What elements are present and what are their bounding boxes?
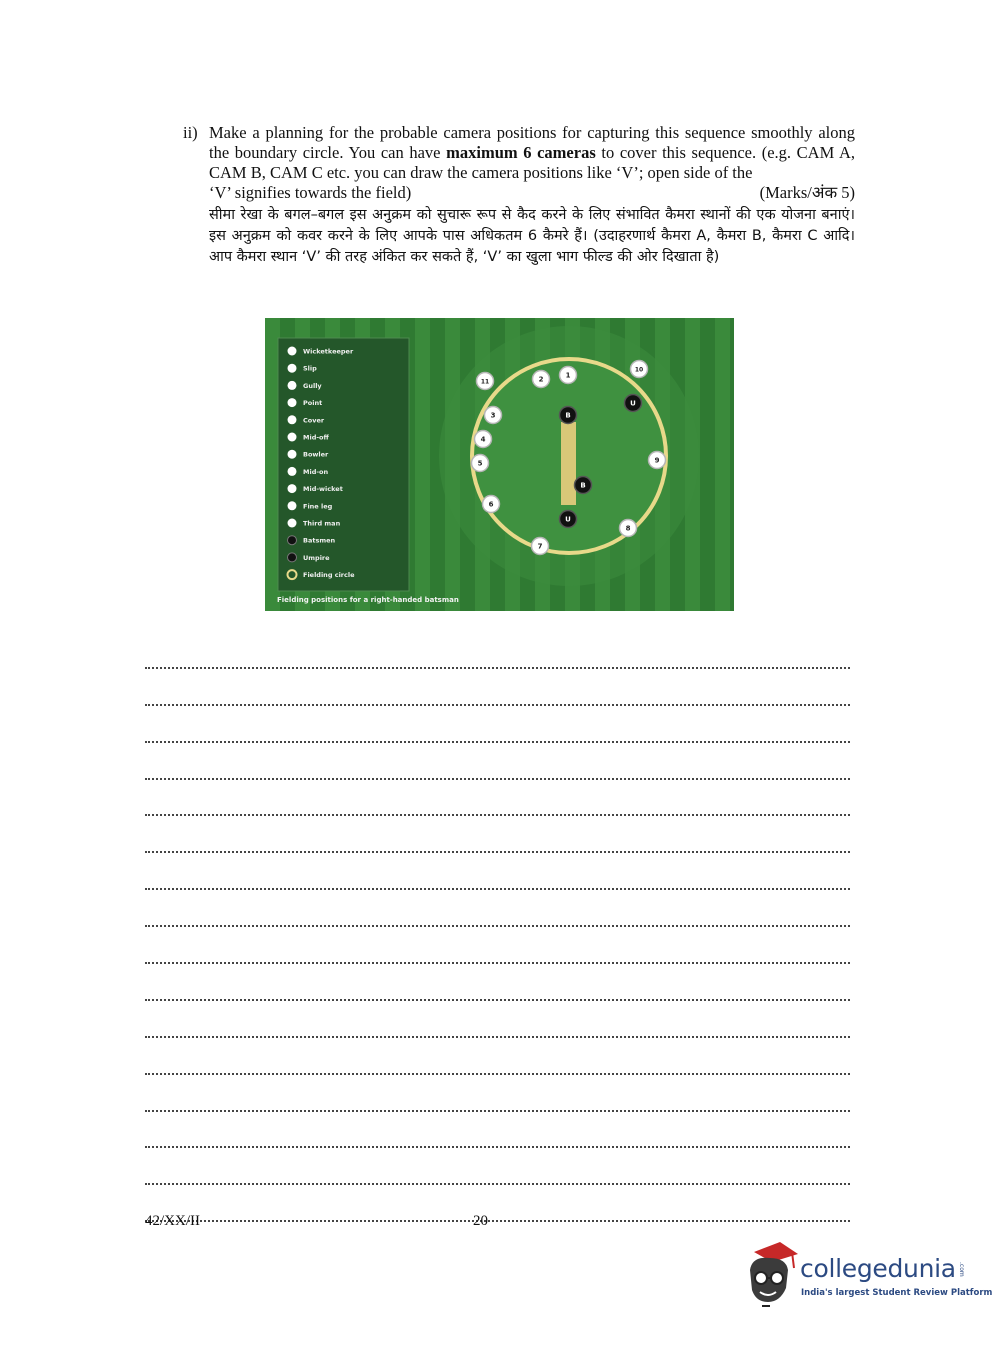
answer-line[interactable] xyxy=(145,816,850,853)
legend-marker xyxy=(288,347,297,356)
question-text-part1: Make a planning for the probable camera positions for capturing this sequence smoothly along the boundary circle. You can have xyxy=(209,123,855,162)
legend-label: Batsmen xyxy=(303,536,336,545)
legend-label: Slip xyxy=(303,364,317,373)
marker-label: 10 xyxy=(634,366,644,374)
legend-label: Third man xyxy=(303,519,341,528)
umpire-marker xyxy=(560,511,577,528)
fielder-marker xyxy=(483,496,500,513)
answer-line[interactable] xyxy=(145,1075,850,1112)
answer-line[interactable] xyxy=(145,669,850,706)
legend-item xyxy=(288,381,323,390)
marker-label: 1 xyxy=(565,371,571,380)
page-number: 20 xyxy=(473,1213,488,1229)
legend-item xyxy=(288,536,336,545)
fielder-marker xyxy=(560,367,577,384)
legend-item xyxy=(288,433,330,442)
marker-label: 5 xyxy=(477,459,483,468)
answer-line[interactable] xyxy=(145,706,850,743)
paper-code: 42/XX/II xyxy=(145,1213,200,1229)
legend-label: Mid-wicket xyxy=(303,485,343,494)
brand-tagline: India's largest Student Review Platform xyxy=(801,1288,993,1298)
legend-item xyxy=(288,501,333,510)
answer-line[interactable] xyxy=(145,743,850,780)
legend-label: Wicketkeeper xyxy=(303,347,354,356)
brand-name: collegedunia xyxy=(800,1254,956,1283)
pitch xyxy=(561,422,576,505)
legend-marker xyxy=(288,553,297,562)
legend-marker xyxy=(288,381,297,390)
legend-label: Umpire xyxy=(303,553,330,562)
fielder-marker xyxy=(631,361,648,378)
legend-marker xyxy=(288,450,297,459)
legend-item xyxy=(288,415,325,424)
marker-label: 3 xyxy=(490,411,496,420)
legend-item xyxy=(288,364,318,373)
brand-logo xyxy=(740,1240,993,1310)
answer-line[interactable] xyxy=(145,632,850,669)
legend-marker xyxy=(288,519,297,528)
legend-marker xyxy=(288,415,297,424)
marks-label: (Marks/अंक 5) xyxy=(759,183,855,202)
mascot-icon xyxy=(740,1240,800,1310)
legend-marker xyxy=(288,364,297,373)
legend-marker xyxy=(288,433,297,442)
marker-label: 8 xyxy=(625,524,631,533)
marker-label: 2 xyxy=(538,375,544,384)
fielder-marker xyxy=(475,431,492,448)
legend-marker xyxy=(288,501,297,510)
marker-label: B xyxy=(565,411,571,420)
answer-line[interactable] xyxy=(145,1038,850,1075)
answer-lines xyxy=(145,632,850,1222)
answer-line[interactable] xyxy=(145,1148,850,1185)
marker-label: U xyxy=(565,515,571,524)
legend-label: Point xyxy=(303,399,323,408)
question-text-part2: to cover this sequence. (e.g. CAM A, CAM B, CAM C etc. you can draw the camera positions like ‘V’; open side of the xyxy=(209,143,855,182)
legend-label: Bowler xyxy=(303,450,329,459)
legend-marker xyxy=(288,484,297,493)
answer-line[interactable] xyxy=(145,1112,850,1149)
legend-label: Fine leg xyxy=(303,502,333,511)
marker-label: 7 xyxy=(537,542,543,551)
legend-item xyxy=(288,450,330,459)
question-text-hindi: सीमा रेखा के बगल–बगल इस अनुक्रम को सुचारू रूप से कैद करने के लिए संभावित कैमरा स्थानों की एक योजना बनाएं। इस अनुक्रम को कवर करने के लिए आपके पास अधिकतम 6 कैमरे हैं। (उदाहरणार्थ कैमरा A, कैमरा B, कैमरा C आदि। आप कैमरा स्थान ‘V’ की तरह अंकित कर सकते हैं, ‘V’ का खुला भाग फील्ड की ओर दिखाता है) xyxy=(209,207,855,265)
legend-item xyxy=(288,553,331,562)
batsman-marker xyxy=(560,407,577,424)
brand-domain: .com xyxy=(958,1262,965,1277)
fielder-marker xyxy=(649,452,666,469)
answer-line[interactable] xyxy=(145,853,850,890)
marker-label: U xyxy=(630,399,636,408)
question-body xyxy=(209,123,855,268)
answer-line[interactable] xyxy=(145,1001,850,1038)
marker-label: 9 xyxy=(654,456,660,465)
marker-label: 11 xyxy=(480,378,490,386)
legend-label: Gully xyxy=(303,381,322,390)
fielder-marker xyxy=(477,373,494,390)
question-text-bold: maximum 6 cameras xyxy=(446,143,596,162)
fielder-marker xyxy=(532,538,549,555)
fielding-diagram xyxy=(265,318,734,611)
answer-line[interactable] xyxy=(145,780,850,817)
question-number: ii) xyxy=(183,123,198,142)
legend-item xyxy=(288,398,323,407)
answer-line[interactable] xyxy=(145,927,850,964)
answer-line[interactable] xyxy=(145,964,850,1001)
legend-marker xyxy=(288,467,297,476)
answer-line[interactable] xyxy=(145,890,850,927)
question-text-last: ‘V’ signifies towards the field) xyxy=(209,183,412,202)
legend-marker xyxy=(288,536,297,545)
legend-panel xyxy=(278,338,409,591)
marker-label: 6 xyxy=(488,500,494,509)
question-text-english xyxy=(209,123,855,183)
legend-marker xyxy=(288,398,297,407)
fielder-marker xyxy=(620,520,637,537)
marker-label: B xyxy=(580,481,586,490)
fielder-marker xyxy=(485,407,502,424)
legend-label: Mid-on xyxy=(303,467,329,476)
umpire-marker xyxy=(625,395,642,412)
fielder-marker xyxy=(472,455,489,472)
batsman-marker xyxy=(575,477,592,494)
question-last-line xyxy=(209,183,855,203)
figure-caption: Fielding positions for a right-handed batsman xyxy=(277,596,459,604)
legend-item xyxy=(288,467,329,476)
legend-label: Fielding circle xyxy=(303,571,355,580)
legend-label: Mid-off xyxy=(303,433,329,442)
legend-label: Cover xyxy=(303,416,325,425)
fielder-marker xyxy=(533,371,550,388)
answer-line[interactable] xyxy=(145,1185,850,1222)
marker-label: 4 xyxy=(480,435,486,444)
